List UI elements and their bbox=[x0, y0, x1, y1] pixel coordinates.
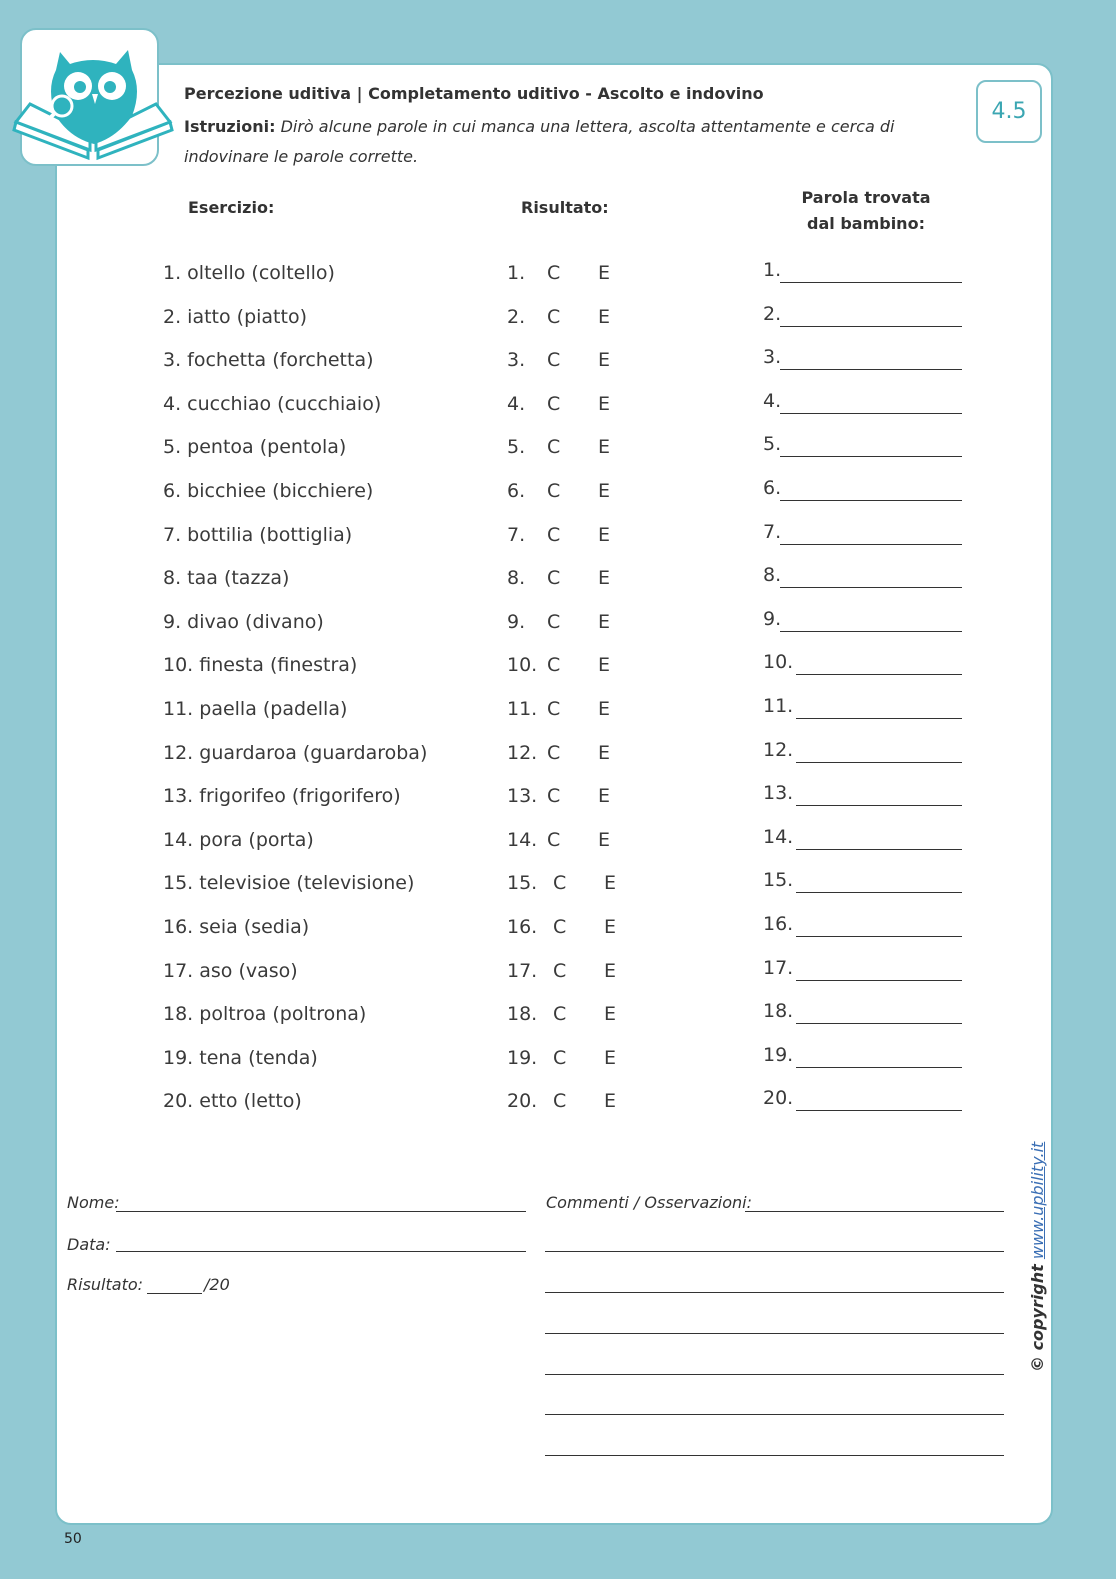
exercise-text: 15. televisioe (televisione) bbox=[163, 872, 415, 894]
answer-line[interactable] bbox=[796, 718, 962, 719]
exercise-row bbox=[0, 303, 1116, 334]
option-error[interactable]: E bbox=[598, 306, 611, 328]
result-number: 5. bbox=[507, 436, 526, 458]
column-header-result: Risultato: bbox=[521, 198, 609, 217]
result-number: 15. bbox=[507, 872, 538, 894]
exercise-row bbox=[0, 477, 1116, 508]
blank-number: 3. bbox=[763, 346, 782, 368]
option-error[interactable]: E bbox=[604, 1090, 617, 1112]
option-error[interactable]: E bbox=[598, 654, 611, 676]
exercise-text: 2. iatto (piatto) bbox=[163, 306, 307, 328]
blank-number: 19. bbox=[763, 1044, 794, 1066]
exercise-row bbox=[0, 433, 1116, 464]
exercise-text: 13. frigorifeo (frigorifero) bbox=[163, 785, 401, 807]
exercise-row bbox=[0, 390, 1116, 421]
page-number: 50 bbox=[64, 1531, 82, 1547]
blank-number: 14. bbox=[763, 826, 794, 848]
option-correct[interactable]: C bbox=[547, 829, 561, 851]
copyright-link[interactable]: www.upbility.it bbox=[1028, 1141, 1047, 1260]
blank-number: 13. bbox=[763, 782, 794, 804]
option-error[interactable]: E bbox=[604, 1047, 617, 1069]
option-correct[interactable]: C bbox=[547, 524, 561, 546]
result-number: 19. bbox=[507, 1047, 538, 1069]
exercise-text: 8. taa (tazza) bbox=[163, 567, 290, 589]
result-number: 14. bbox=[507, 829, 538, 851]
result-number: 12. bbox=[507, 742, 538, 764]
option-error[interactable]: E bbox=[598, 742, 611, 764]
exercise-row bbox=[0, 651, 1116, 682]
option-correct[interactable]: C bbox=[547, 306, 561, 328]
exercise-code-badge: 4.5 bbox=[976, 80, 1042, 143]
option-correct[interactable]: C bbox=[547, 436, 561, 458]
exercise-row bbox=[0, 1087, 1116, 1118]
result-label: Risultato: bbox=[67, 1275, 144, 1294]
option-correct[interactable]: C bbox=[547, 611, 561, 633]
blank-number: 20. bbox=[763, 1087, 794, 1109]
option-correct[interactable]: C bbox=[547, 349, 561, 371]
option-error[interactable]: E bbox=[598, 611, 611, 633]
option-error[interactable]: E bbox=[604, 872, 617, 894]
option-error[interactable]: E bbox=[598, 393, 611, 415]
answer-line[interactable] bbox=[796, 1110, 962, 1111]
result-number: 17. bbox=[507, 960, 538, 982]
answer-line[interactable] bbox=[780, 631, 962, 632]
result-number: 18. bbox=[507, 1003, 538, 1025]
answer-line[interactable] bbox=[796, 805, 962, 806]
answer-line[interactable] bbox=[780, 456, 962, 457]
blank-number: 8. bbox=[763, 564, 782, 586]
answer-line[interactable] bbox=[796, 849, 962, 850]
answer-line[interactable] bbox=[780, 413, 962, 414]
exercise-text: 19. tena (tenda) bbox=[163, 1047, 318, 1069]
option-correct[interactable]: C bbox=[547, 698, 561, 720]
result-number: 9. bbox=[507, 611, 526, 633]
exercise-text: 3. fochetta (forchetta) bbox=[163, 349, 374, 371]
exercise-row bbox=[0, 957, 1116, 988]
exercise-row bbox=[0, 869, 1116, 900]
option-correct[interactable]: C bbox=[547, 393, 561, 415]
exercise-text: 4. cucchiao (cucchiaio) bbox=[163, 393, 382, 415]
exercise-text: 9. divao (divano) bbox=[163, 611, 324, 633]
option-correct[interactable]: C bbox=[547, 480, 561, 502]
result-number: 20. bbox=[507, 1090, 538, 1112]
result-number: 6. bbox=[507, 480, 526, 502]
blank-number: 12. bbox=[763, 739, 794, 761]
blank-number: 16. bbox=[763, 913, 794, 935]
owl-book-logo bbox=[8, 30, 178, 170]
answer-line[interactable] bbox=[796, 1067, 962, 1068]
exercise-text: 1. oltello (coltello) bbox=[163, 262, 335, 284]
option-correct[interactable]: C bbox=[553, 916, 567, 938]
option-correct[interactable]: C bbox=[547, 785, 561, 807]
blank-number: 5. bbox=[763, 433, 782, 455]
answer-line[interactable] bbox=[796, 980, 962, 981]
option-error[interactable]: E bbox=[598, 349, 611, 371]
exercise-row bbox=[0, 346, 1116, 377]
result-total: /20 bbox=[204, 1275, 230, 1294]
answer-line[interactable] bbox=[780, 544, 962, 545]
result-number: 1. bbox=[507, 262, 526, 284]
exercise-text: 20. etto (letto) bbox=[163, 1090, 302, 1112]
exercise-row bbox=[0, 564, 1116, 595]
column-header-found-line2: dal bambino: bbox=[807, 214, 925, 233]
option-error[interactable]: E bbox=[598, 480, 611, 502]
exercise-text: 14. pora (porta) bbox=[163, 829, 314, 851]
option-correct[interactable]: C bbox=[553, 1047, 567, 1069]
option-error[interactable]: E bbox=[598, 436, 611, 458]
exercise-row bbox=[0, 1044, 1116, 1075]
name-label: Nome: bbox=[67, 1193, 120, 1212]
answer-line[interactable] bbox=[780, 369, 962, 370]
option-error[interactable]: E bbox=[604, 1003, 617, 1025]
option-error[interactable]: E bbox=[598, 698, 611, 720]
option-error[interactable]: E bbox=[598, 262, 611, 284]
blank-number: 9. bbox=[763, 608, 782, 630]
exercise-text: 18. poltroa (poltrona) bbox=[163, 1003, 367, 1025]
instructions-label: Istruzioni: bbox=[184, 117, 276, 136]
answer-line[interactable] bbox=[796, 936, 962, 937]
answer-line[interactable] bbox=[780, 282, 962, 283]
exercise-row bbox=[0, 608, 1116, 639]
result-number: 2. bbox=[507, 306, 526, 328]
exercise-row bbox=[0, 739, 1116, 770]
blank-number: 15. bbox=[763, 869, 794, 891]
blank-number: 11. bbox=[763, 695, 794, 717]
answer-line[interactable] bbox=[796, 1023, 962, 1024]
exercise-text: 11. paella (padella) bbox=[163, 698, 348, 720]
option-error[interactable]: E bbox=[604, 960, 617, 982]
blank-number: 10. bbox=[763, 651, 794, 673]
exercise-text: 17. aso (vaso) bbox=[163, 960, 298, 982]
copyright-notice bbox=[1028, 1142, 1047, 1372]
answer-line[interactable] bbox=[780, 500, 962, 501]
column-header-found-line1: Parola trovata bbox=[801, 188, 931, 207]
blank-number: 6. bbox=[763, 477, 782, 499]
answer-line[interactable] bbox=[796, 892, 962, 893]
option-correct[interactable]: C bbox=[553, 1003, 567, 1025]
blank-number: 2. bbox=[763, 303, 782, 325]
answer-line[interactable] bbox=[796, 762, 962, 763]
exercise-row bbox=[0, 1000, 1116, 1031]
option-error[interactable]: E bbox=[598, 524, 611, 546]
result-number: 11. bbox=[507, 698, 538, 720]
column-header-exercise: Esercizio: bbox=[188, 198, 275, 217]
exercise-text: 16. seia (sedia) bbox=[163, 916, 310, 938]
comments-line-3[interactable] bbox=[545, 1292, 1004, 1293]
exercise-text: 5. pentoa (pentola) bbox=[163, 436, 347, 458]
comments-line-5[interactable] bbox=[545, 1374, 1004, 1375]
result-score-field[interactable] bbox=[147, 1293, 202, 1294]
option-correct[interactable]: C bbox=[547, 742, 561, 764]
answer-line[interactable] bbox=[780, 587, 962, 588]
exercise-text: 10. finesta (finestra) bbox=[163, 654, 358, 676]
comments-line-1[interactable] bbox=[745, 1211, 1004, 1212]
blank-number: 18. bbox=[763, 1000, 794, 1022]
result-number: 7. bbox=[507, 524, 526, 546]
date-field[interactable] bbox=[116, 1251, 526, 1252]
copyright-label: © copyright bbox=[1028, 1264, 1047, 1372]
blank-number: 7. bbox=[763, 521, 782, 543]
exercise-row bbox=[0, 913, 1116, 944]
date-label: Data: bbox=[67, 1235, 111, 1254]
option-correct[interactable]: C bbox=[547, 654, 561, 676]
result-number: 10. bbox=[507, 654, 538, 676]
option-error[interactable]: E bbox=[598, 785, 611, 807]
exercise-text: 6. bicchiee (bicchiere) bbox=[163, 480, 374, 502]
name-field[interactable] bbox=[116, 1211, 526, 1212]
answer-line[interactable] bbox=[780, 326, 962, 327]
result-number: 3. bbox=[507, 349, 526, 371]
exercise-row bbox=[0, 521, 1116, 552]
exercise-row bbox=[0, 695, 1116, 726]
answer-line[interactable] bbox=[796, 674, 962, 675]
result-number: 16. bbox=[507, 916, 538, 938]
exercise-row bbox=[0, 259, 1116, 290]
option-error[interactable]: E bbox=[604, 916, 617, 938]
exercise-row bbox=[0, 826, 1116, 857]
option-correct[interactable]: C bbox=[553, 872, 567, 894]
comments-line-6[interactable] bbox=[545, 1414, 1004, 1415]
instructions bbox=[184, 112, 944, 172]
result-number: 8. bbox=[507, 567, 526, 589]
exercise-row bbox=[0, 782, 1116, 813]
exercise-text: 7. bottilia (bottiglia) bbox=[163, 524, 353, 546]
instructions-text: Dirò alcune parole in cui manca una lettera, ascolta attentamente e cerca di indovinare le parole corrette. bbox=[184, 117, 895, 166]
option-correct[interactable]: C bbox=[553, 1090, 567, 1112]
comments-label: Commenti / Osservazioni: bbox=[546, 1193, 752, 1212]
page-title: Percezione uditiva | Completamento uditivo - Ascolto e indovino bbox=[184, 84, 764, 103]
result-number: 4. bbox=[507, 393, 526, 415]
comments-line-7[interactable] bbox=[545, 1455, 1004, 1456]
blank-number: 4. bbox=[763, 390, 782, 412]
result-number: 13. bbox=[507, 785, 538, 807]
logo bbox=[20, 28, 159, 166]
option-error[interactable]: E bbox=[598, 567, 611, 589]
option-correct[interactable]: C bbox=[553, 960, 567, 982]
comments-line-4[interactable] bbox=[545, 1333, 1004, 1334]
blank-number: 1. bbox=[763, 259, 782, 281]
exercise-text: 12. guardaroa (guardaroba) bbox=[163, 742, 428, 764]
option-correct[interactable]: C bbox=[547, 262, 561, 284]
blank-number: 17. bbox=[763, 957, 794, 979]
option-error[interactable]: E bbox=[598, 829, 611, 851]
option-correct[interactable]: C bbox=[547, 567, 561, 589]
comments-line-2[interactable] bbox=[545, 1251, 1004, 1252]
